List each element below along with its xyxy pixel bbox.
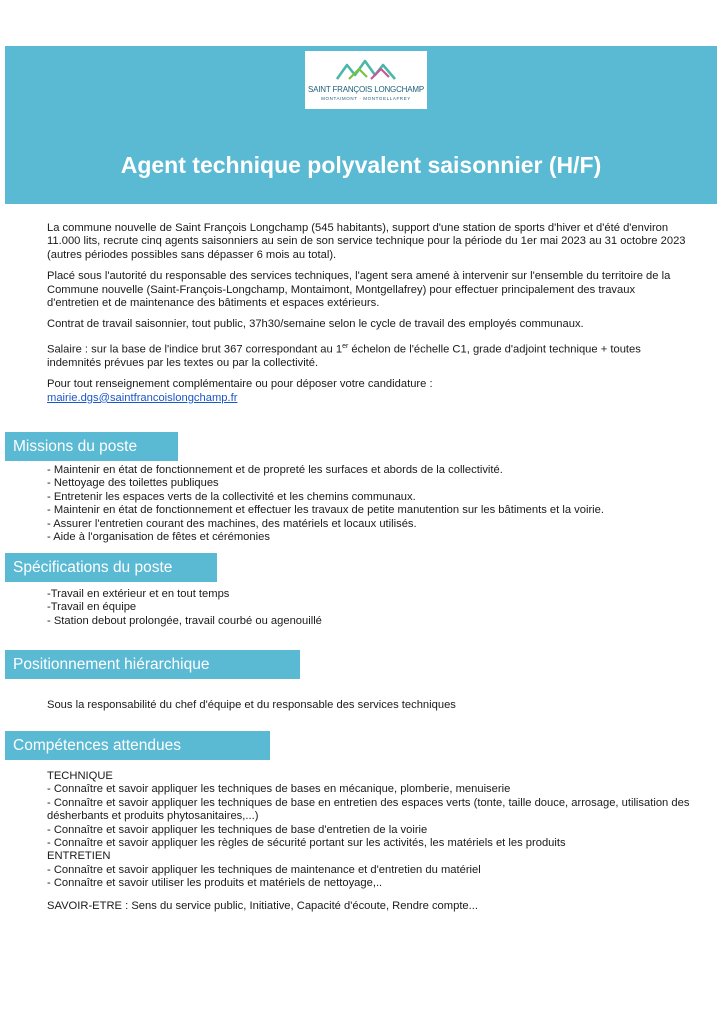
salary-paragraph xyxy=(47,340,687,371)
list-item: - Connaître et savoir appliquer les techniques de base d'entretien de la voirie xyxy=(47,823,428,836)
contact-paragraph xyxy=(47,378,687,405)
intro-section xyxy=(47,222,687,405)
logo-subtitle: MONTAIMONT · MONTGELLAFREY xyxy=(321,96,411,101)
section-header-missions: Missions du poste xyxy=(5,432,178,461)
list-item: - Nettoyage des toilettes publiques xyxy=(47,477,219,490)
list-item: - Maintenir en état de fonctionnement et effectuer les travaux de petite manutention sur les bâtiments et la voirie. xyxy=(47,504,604,517)
list-item: - Connaître et savoir utiliser les produits et matériels de nettoyage,.. xyxy=(47,877,383,890)
header-banner xyxy=(5,46,717,204)
list-item: - Connaître et savoir appliquer les techniques de maintenance et d'entretien du matériel xyxy=(47,863,481,876)
section-header-specifications: Spécifications du poste xyxy=(5,553,217,582)
logo-name: SAINT FRANÇOIS LONGCHAMP xyxy=(308,85,424,94)
superscript: er xyxy=(342,342,349,350)
entretien-label: ENTRETIEN xyxy=(47,850,111,863)
savoir-etre: SAVOIR-ETRE : Sens du service public, Initiative, Capacité d'écoute, Rendre compte... xyxy=(47,899,478,912)
salary-text: échelon de l'échelle C1, grade d'adjoint technique + toutes indemnités prévues par les textes ou par la collectivité. xyxy=(47,343,641,369)
intro-paragraph: La commune nouvelle de Saint François Longchamp (545 habitants), support d'une station de sports d'hiver et d'été d'environ 11.000 lits, recrute cinq agents saisonniers au sein de son service technique pour la période du 1er mai 2023 au 31 octobre 2023 (autres périodes possibles sans dépasser 6 mois au total). xyxy=(47,222,686,261)
competences-list xyxy=(47,770,697,913)
salary-text: Salaire : sur la base de l'indice brut 367 correspondant au 1 xyxy=(47,343,343,356)
section-header-hierarchy: Positionnement hiérarchique xyxy=(5,650,300,679)
specifications-list xyxy=(47,588,697,628)
section-header-competences: Compétences attendues xyxy=(5,731,270,760)
missions-list xyxy=(47,464,697,544)
intro-paragraph: Placé sous l'autorité du responsable des services techniques, l'agent sera amené à intervenir sur l'ensemble du territoire de la Commune nouvelle (Saint-François-Longchamp, Montaimont, Montgellafrey) pour effectuer principalement des travaux d'entretien et de maintenance des bâtiments et espaces extérieurs. xyxy=(47,270,671,310)
list-item: - Entretenir les espaces verts de la collectivité et les chemins communaux. xyxy=(47,490,416,503)
list-item: - Station debout prolongée, travail courbé ou agenouillé xyxy=(47,614,322,627)
hierarchy-text: Sous la responsabilité du chef d'équipe et du responsable des services techniques xyxy=(47,699,456,711)
list-item: - Aide à l'organisation de fêtes et cérémonies xyxy=(47,531,270,544)
list-item: - Maintenir en état de fonctionnement et de propreté les surfaces et abords de la collectivité. xyxy=(47,464,503,476)
list-item: - Connaître et savoir appliquer les règles de sécurité portant sur les activités, les matériels et les produits xyxy=(47,837,566,850)
mountain-logo-icon xyxy=(335,57,397,83)
logo xyxy=(305,51,427,109)
list-item: -Travail en extérieur et en tout temps xyxy=(47,588,230,600)
page-title: Agent technique polyvalent saisonnier (H/F) xyxy=(120,152,602,178)
list-item: - Connaître et savoir appliquer les techniques de base en entretien des espaces verts (tonte, taille douce, arrosage, utilisation des désherbants et produits phytosanitaires,...) xyxy=(47,796,690,823)
email-link[interactable]: mairie.dgs@saintfrancoislongchamp.fr xyxy=(47,391,238,404)
technique-label: TECHNIQUE xyxy=(47,770,113,782)
contract-paragraph: Contrat de travail saisonnier, tout public, 37h30/semaine selon le cycle de travail des employés communaux. xyxy=(47,318,584,331)
list-item: - Assurer l'entretien courant des machines, des matériels et locaux utilisés. xyxy=(47,517,417,530)
list-item: - Connaître et savoir appliquer les techniques de bases en mécanique, plomberie, menuiserie xyxy=(47,783,511,796)
contact-text: Pour tout renseignement complémentaire ou pour déposer votre candidature : xyxy=(47,378,433,391)
list-item: -Travail en équipe xyxy=(47,601,137,614)
